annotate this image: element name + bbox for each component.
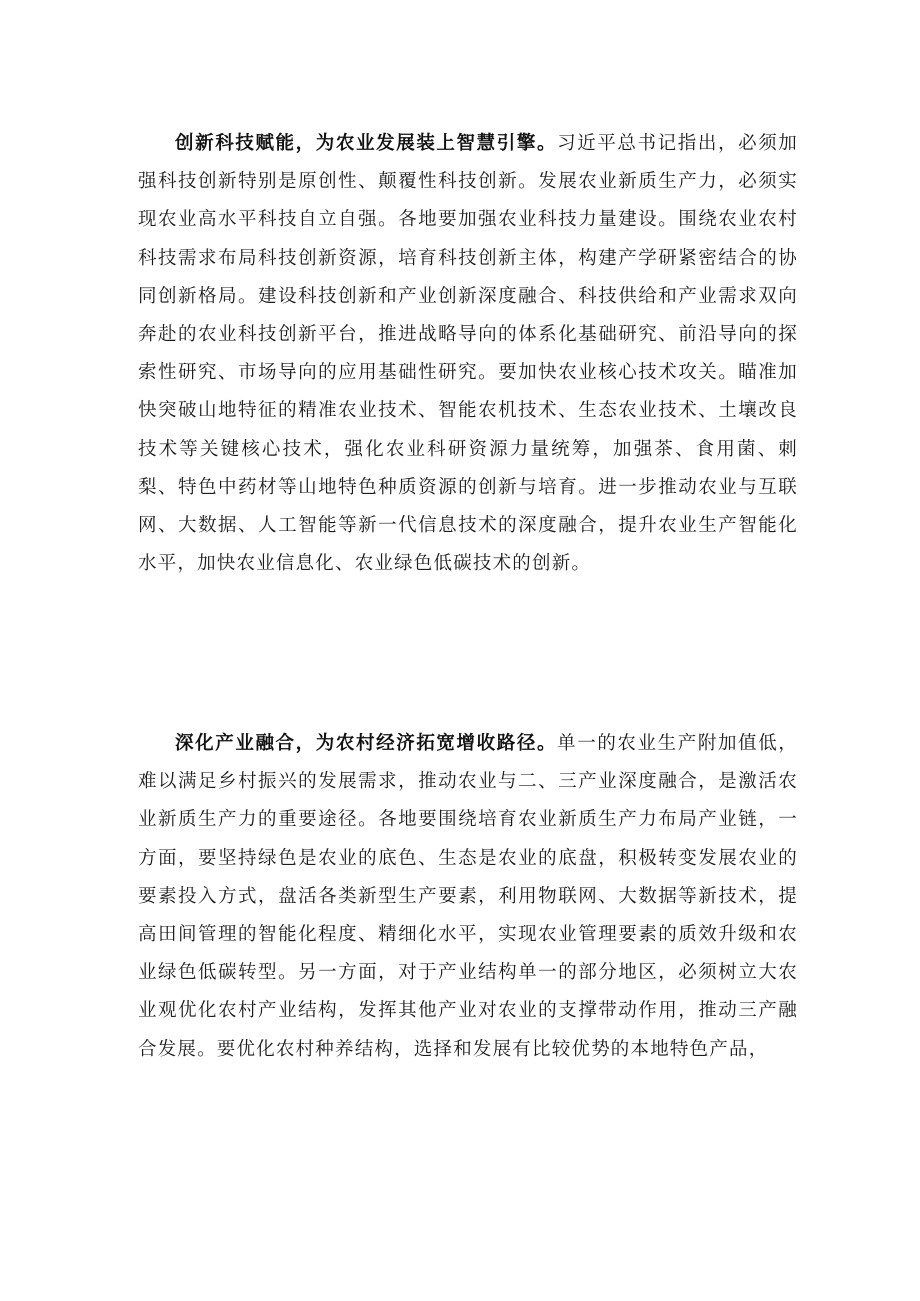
paragraph-industry-integration — [138, 725, 798, 1069]
paragraph-lead: 深化产业融合，为农村经济拓宽增收路径。 — [175, 733, 558, 754]
paragraph-lead: 创新科技赋能，为农业发展装上智慧引擎。 — [175, 133, 558, 154]
paragraph-body: 习近平总书记指出，必须加强科技创新特别是原创性、颠覆性科技创新。发展农业新质生产力，必须实现农业高水平科技自立自强。各地要加强农业科技力量建设。围绕农业农村科技需求布局科技创新资源，培育科技创新主体，构建产学研紧密结合的协同创新格局。建设科技创新和产业创新深度融合、科技供给和产业需求双向奔赴的农业科技创新平台，推进战略导向的体系化基础研究、前沿导向的探索性研究、市场导向的应用基础性研究。要加快农业核心技术攻关。瞄准加快突破山地特征的精准农业技术、智能农机技术、生态农业技术、土壤改良技术等关键核心技术，强化农业科研资源力量统筹，加强茶、食用菌、刺梨、特色中药材等山地特色种质资源的创新与培育。进一步推动农业与互联网、大数据、人工智能等新一代信息技术的深度融合，提升农业生产智能化水平，加快农业信息化、农业绿色低碳技术的创新。 — [138, 133, 798, 575]
paragraph-body: 单一的农业生产附加值低，难以满足乡村振兴的发展需求，推动农业与二、三产业深度融合，是激活农业新质生产力的重要途径。各地要围绕培育农业新质生产力布局产业链，一方面，要坚持绿色是农业的底色、生态是农业的底盘，积极转变发展农业的要素投入方式，盘活各类新型生产要素，利用物联网、大数据等新技术，提高田间管理的智能化程度、精细化水平，实现农业管理要素的质效升级和农业绿色低碳转型。另一方面，对于产业结构单一的部分地区，必须树立大农业观优化农村产业结构，发挥其他产业对农业的支撑带动作用，推动三产融合发展。要优化农村种养结构，选择和发展有比较优势的本地特色产品， — [138, 733, 798, 1060]
paragraph-tech-innovation — [138, 125, 798, 583]
